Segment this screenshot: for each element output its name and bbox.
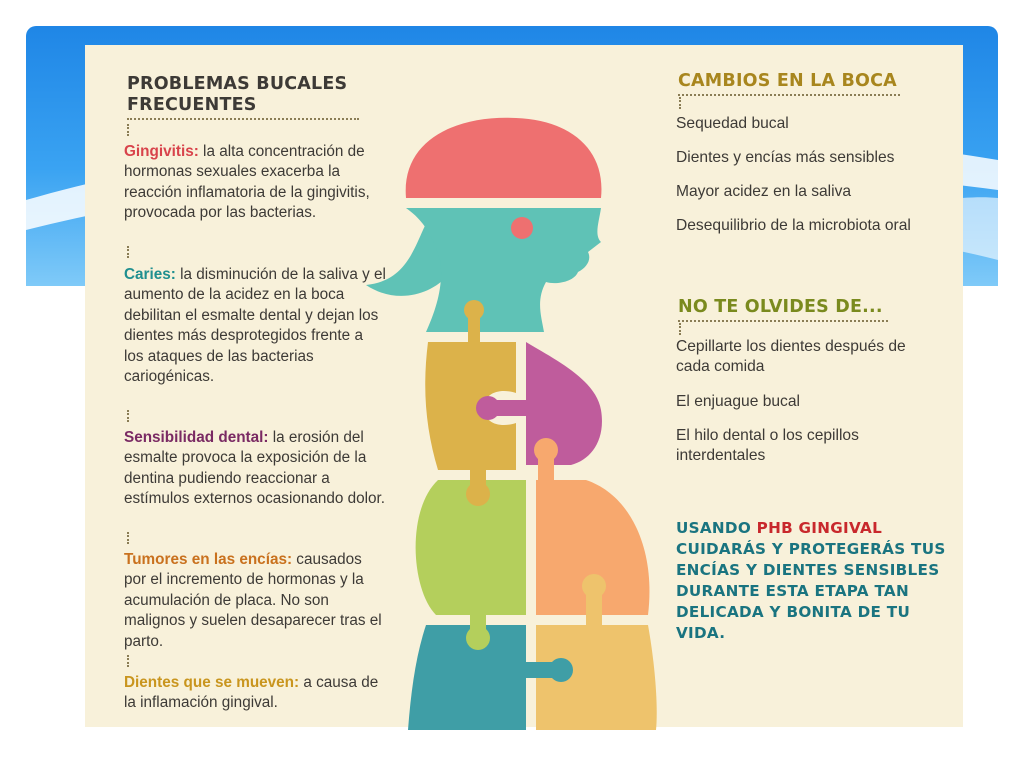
changes-title-divider xyxy=(678,94,900,96)
divider-dots xyxy=(679,97,681,109)
changes-title: CAMBIOS EN LA BOCA xyxy=(678,71,897,91)
left-title: PROBLEMAS BUCALES FRECUENTES xyxy=(127,74,348,115)
problem-caries xyxy=(124,265,386,387)
change-item: Desequilibrio de la microbiota oral xyxy=(676,217,911,234)
reminder-item: El hilo dental o los cepillos interdentales xyxy=(676,427,859,465)
hair-piece xyxy=(406,118,602,198)
brand-name: PHB GINGIVAL xyxy=(756,519,883,537)
divider-dots xyxy=(127,655,129,667)
problem-gingivitis xyxy=(124,142,386,224)
problem-term: Tumores en las encías: xyxy=(124,551,293,568)
problem-text: la erosión del esmalte provoca la exposición de la dentina pudiendo reaccionar a estímulos externos ocasionando dolor. xyxy=(124,429,386,508)
divider-dots xyxy=(127,410,129,422)
reminder-item: Cepillarte los dientes después de cada comida xyxy=(676,338,906,376)
problem-term: Dientes que se mueven: xyxy=(124,674,300,691)
closing-prefix: USANDO xyxy=(676,519,757,537)
pregnant-woman-puzzle-illustration xyxy=(356,110,666,730)
change-item: Mayor acidez en la saliva xyxy=(676,183,852,200)
change-item: Sequedad bucal xyxy=(676,115,789,132)
left-title-divider xyxy=(127,118,359,120)
divider-dots xyxy=(127,124,129,136)
problem-term: Caries: xyxy=(124,266,176,283)
problem-text: la alta concentración de hormonas sexuales exacerba la reacción inflamatoria de la gingivitis, provocada por las bacterias. xyxy=(124,143,370,222)
reminders-title-divider xyxy=(678,320,888,322)
reminders-title: NO TE OLVIDES DE... xyxy=(678,297,883,317)
problem-tumores xyxy=(124,550,386,652)
divider-dots xyxy=(127,246,129,258)
problem-text: causados por el incremento de hormonas y la acumulación de placa. No son malignos y suelen desaparecer tras el parto. xyxy=(124,551,382,650)
closing-suffix: CUIDARÁS Y PROTEGERÁS TUS ENCÍAS Y DIENTES SENSIBLES DURANTE ESTA ETAPA TAN DELICADA Y BONITA DE TU VIDA. xyxy=(676,540,946,642)
problem-term: Gingivitis: xyxy=(124,143,199,160)
problem-dientes xyxy=(124,673,386,714)
problem-term: Sensibilidad dental: xyxy=(124,429,269,446)
problem-text: a causa de la inflamación gingival. xyxy=(124,674,379,712)
problem-sensibilidad xyxy=(124,428,386,510)
reminder-item: El enjuague bucal xyxy=(676,393,800,410)
problem-text: la disminución de la saliva y el aumento de la acidez en la boca debilitan el esmalte dental y dejan los dientes más desprotegidos frente a los ataques de las bacterias cariogénicas. xyxy=(124,266,386,386)
divider-dots xyxy=(127,532,129,544)
change-item: Dientes y encías más sensibles xyxy=(676,149,895,166)
divider-dots xyxy=(679,323,681,335)
closing-statement xyxy=(676,518,946,644)
